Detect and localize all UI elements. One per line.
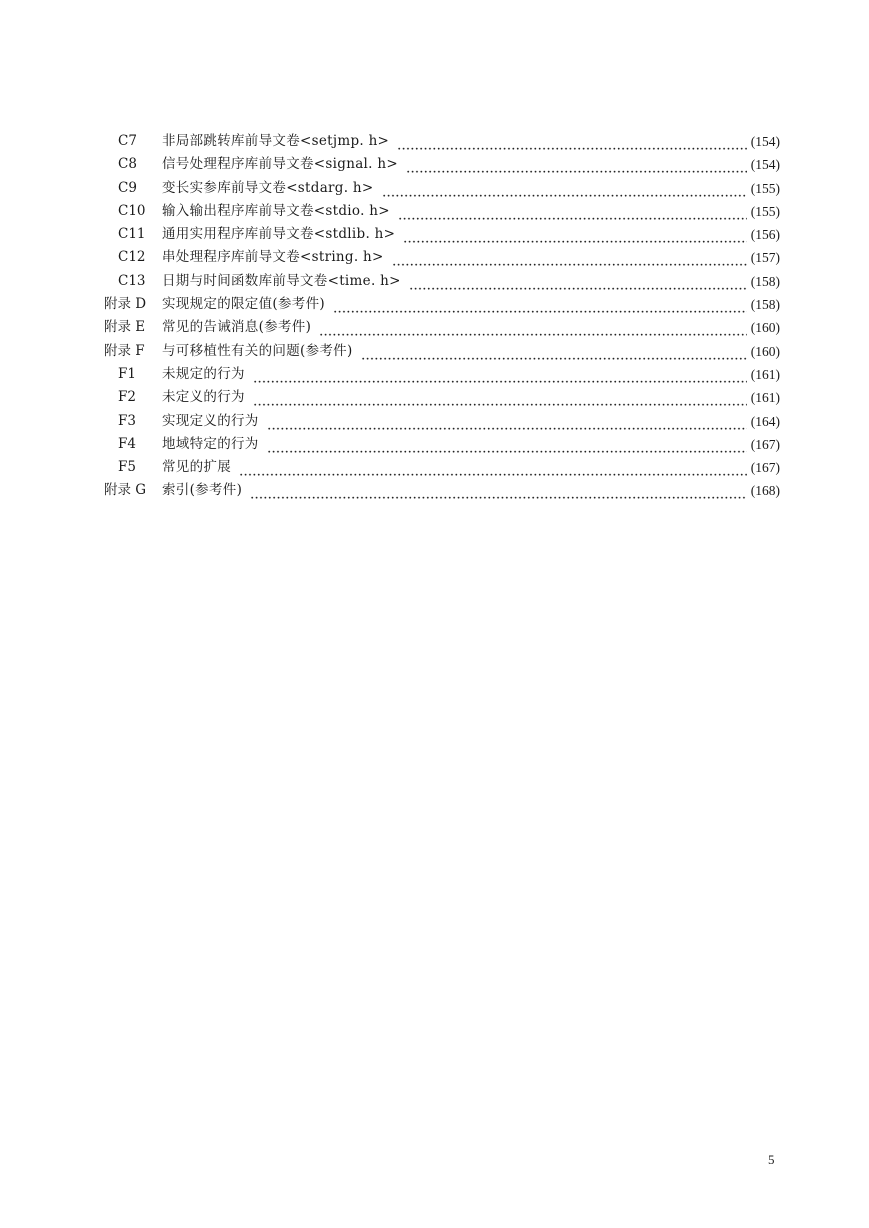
toc-entry-f2[interactable] bbox=[104, 386, 780, 409]
toc-entry-title: 常见的告诫消息(参考件) bbox=[162, 319, 312, 336]
toc-entry-c13[interactable] bbox=[104, 270, 780, 293]
toc-entry-title: 变长实参库前导文卷<stdarg. h> bbox=[162, 179, 374, 196]
toc-entry-title: 常见的扩展 bbox=[162, 459, 231, 476]
toc-entry-page: (167) bbox=[750, 436, 780, 452]
toc-entry-number: C13 bbox=[118, 272, 146, 289]
toc-entry-f4[interactable] bbox=[104, 433, 780, 456]
toc-entry-page: (161) bbox=[750, 366, 780, 382]
toc-entry-c7[interactable] bbox=[104, 130, 780, 153]
toc-entry-number: C11 bbox=[118, 226, 146, 243]
dot-leader bbox=[250, 479, 747, 502]
toc-entry-number: C7 bbox=[118, 133, 137, 149]
toc-entry-page: (154) bbox=[750, 134, 780, 149]
toc-entry-c9[interactable] bbox=[104, 177, 780, 200]
dot-leader bbox=[253, 386, 747, 409]
toc-entry-page: (154) bbox=[750, 157, 780, 173]
toc-entry-number: C9 bbox=[118, 179, 137, 196]
toc-entry-number: F4 bbox=[118, 435, 136, 452]
toc-entry-page: (155) bbox=[750, 180, 780, 196]
toc-entry-title: 地域特定的行为 bbox=[162, 435, 259, 452]
dot-leader bbox=[267, 433, 747, 456]
dot-leader bbox=[398, 200, 747, 223]
dot-leader bbox=[409, 270, 747, 293]
toc-entry-c12[interactable] bbox=[104, 246, 780, 269]
toc-entry-number: 附录 E bbox=[104, 319, 146, 336]
toc-entry-number: 附录 G bbox=[104, 482, 147, 499]
toc-entry-page: (158) bbox=[750, 273, 780, 289]
toc-entry-page: (161) bbox=[750, 390, 780, 406]
toc-entry-f3[interactable] bbox=[104, 410, 780, 433]
toc-entry-page: (158) bbox=[750, 297, 780, 313]
toc-entry-page: (168) bbox=[750, 483, 780, 499]
toc-entry-number: F5 bbox=[118, 459, 136, 476]
toc-entry-title: 实现定义的行为 bbox=[162, 412, 259, 429]
toc-entry-number: 附录 F bbox=[104, 342, 145, 359]
toc-entry-page: (155) bbox=[750, 203, 780, 219]
toc-entry-title: 通用实用程序库前导文卷<stdlib. h> bbox=[162, 226, 396, 243]
toc-entry-page: (160) bbox=[750, 320, 780, 336]
dot-leader bbox=[397, 130, 747, 153]
toc-entry-number: C8 bbox=[118, 156, 137, 173]
toc-entry-title: 输入输出程序库前导文卷<stdio. h> bbox=[162, 202, 390, 219]
toc-entry-number: 附录 D bbox=[104, 296, 147, 313]
toc-entry-title: 未规定的行为 bbox=[162, 365, 245, 382]
toc-entry-title: 日期与时间函数库前导文卷<time. h> bbox=[162, 272, 401, 289]
toc-entry-title: 实现规定的限定值(参考件) bbox=[162, 296, 325, 313]
toc-entry-title: 索引(参考件) bbox=[162, 482, 243, 499]
toc-entry-number: C12 bbox=[118, 249, 146, 266]
dot-leader bbox=[392, 246, 747, 269]
toc-entry-number: F2 bbox=[118, 389, 136, 406]
toc-entry-appendix-f[interactable] bbox=[104, 340, 780, 363]
toc-entry-c10[interactable] bbox=[104, 200, 780, 223]
dot-leader bbox=[361, 340, 747, 363]
toc-entry-page: (167) bbox=[750, 460, 780, 476]
dot-leader bbox=[403, 223, 746, 246]
page-number: 5 bbox=[768, 1152, 775, 1167]
dot-leader bbox=[253, 363, 747, 386]
toc-entry-number: F1 bbox=[118, 365, 136, 382]
dot-leader bbox=[239, 456, 747, 479]
toc-entry-appendix-d[interactable] bbox=[104, 293, 780, 316]
toc-entry-number: C10 bbox=[118, 202, 146, 219]
toc-entry-number: F3 bbox=[118, 412, 136, 429]
toc-entry-title: 非局部跳转库前导文卷<setjmp. h> bbox=[162, 133, 390, 149]
toc-entry-page: (157) bbox=[750, 250, 780, 266]
table-of-contents bbox=[104, 130, 780, 503]
toc-entry-c11[interactable] bbox=[104, 223, 780, 246]
toc-entry-page: (160) bbox=[750, 343, 780, 359]
toc-entry-page: (164) bbox=[750, 413, 780, 429]
toc-entry-title: 串处理程序库前导文卷<string. h> bbox=[162, 249, 384, 266]
toc-entry-f5[interactable] bbox=[104, 456, 780, 479]
dot-leader bbox=[382, 177, 747, 200]
toc-entry-page: (156) bbox=[750, 227, 780, 243]
dot-leader bbox=[319, 316, 747, 339]
dot-leader bbox=[333, 293, 747, 316]
toc-entry-title: 信号处理程序库前导文卷<signal. h> bbox=[162, 156, 398, 173]
toc-entry-title: 与可移植性有关的问题(参考件) bbox=[162, 342, 353, 359]
toc-entry-f1[interactable] bbox=[104, 363, 780, 386]
toc-entry-appendix-g[interactable] bbox=[104, 479, 780, 502]
toc-entry-title: 未定义的行为 bbox=[162, 389, 245, 406]
toc-entry-c8[interactable] bbox=[104, 153, 780, 176]
toc-entry-appendix-e[interactable] bbox=[104, 316, 780, 339]
dot-leader bbox=[267, 410, 747, 433]
dot-leader bbox=[406, 153, 747, 176]
